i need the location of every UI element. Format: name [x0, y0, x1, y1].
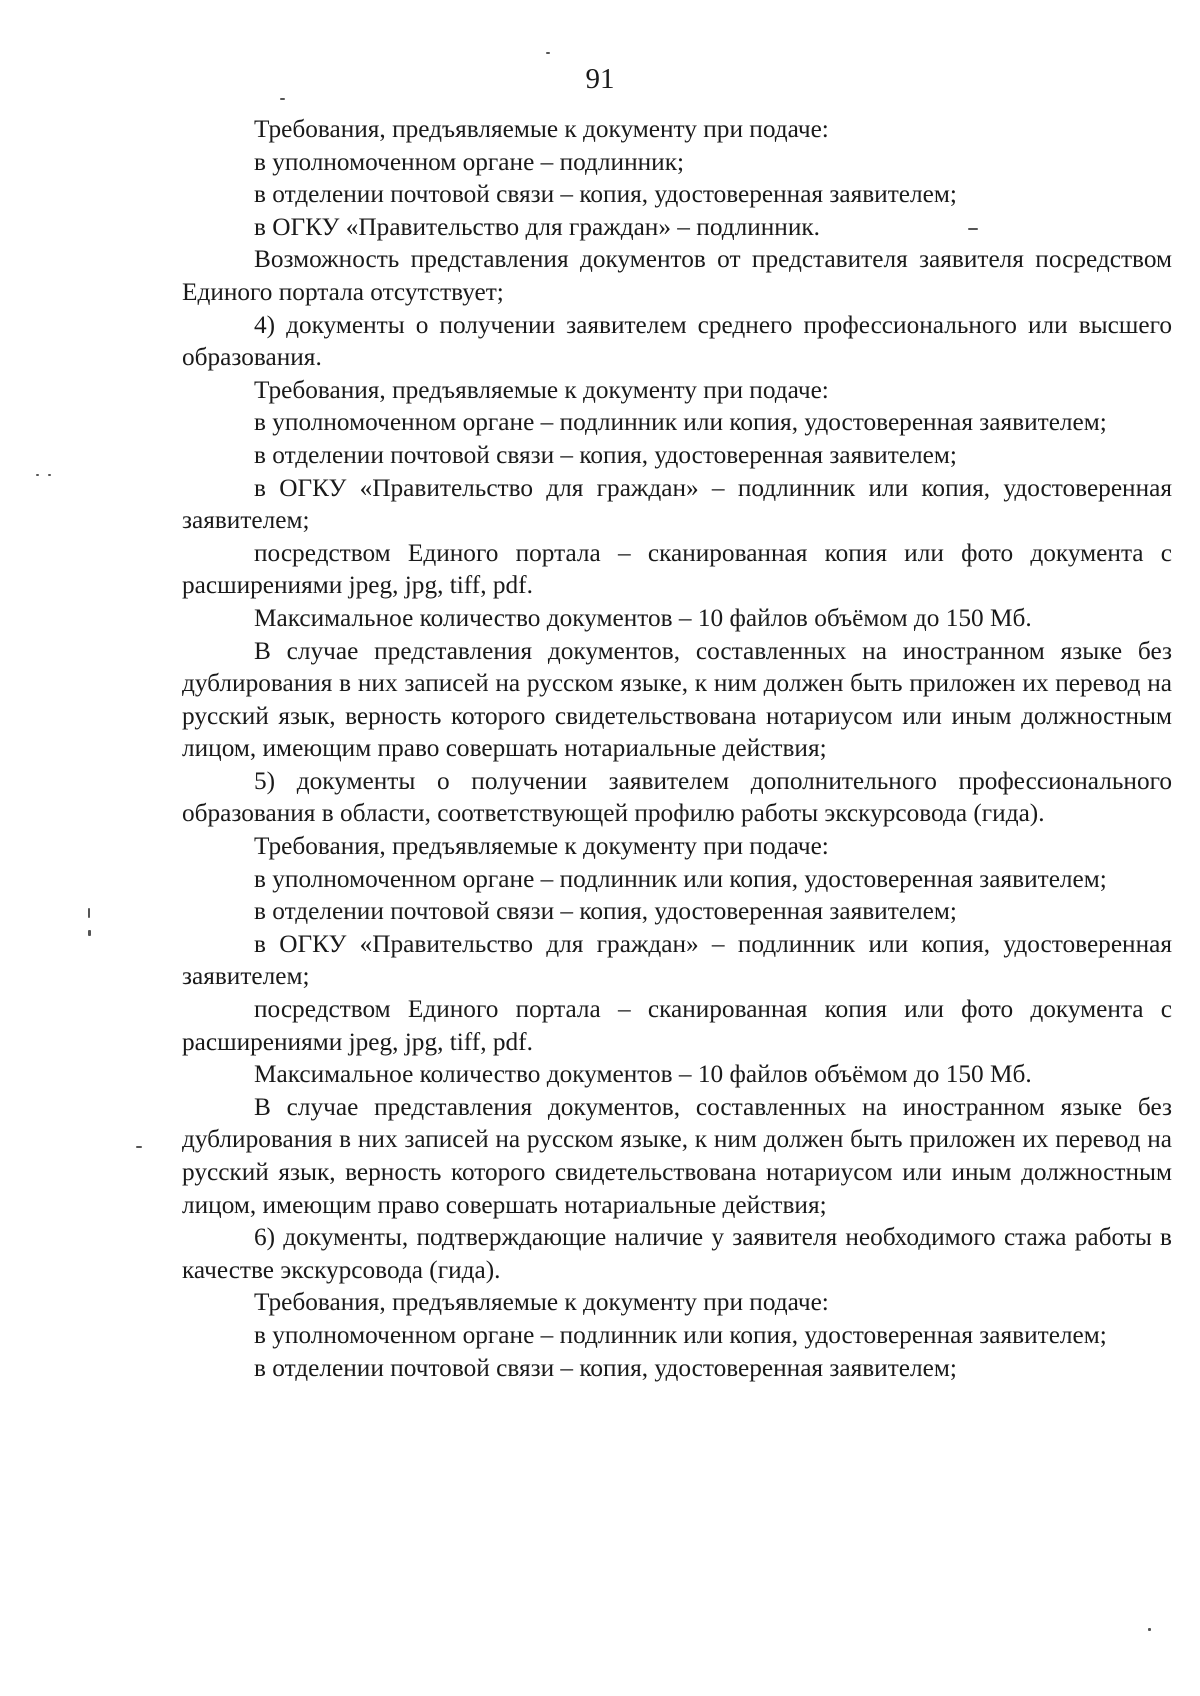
paragraph: Требования, предъявляемые к документу при подаче: — [254, 375, 829, 404]
paragraph: 5) документы о получении заявителем дополнительного профессионального образования в области, соответствующей профилю работы экскурсовода (гида). — [182, 766, 1172, 828]
paragraph: 4) документы о получении заявителем среднего профессионального или высшего образования. — [182, 310, 1172, 372]
scan-speck — [36, 474, 39, 476]
paragraph: Требования, предъявляемые к документу при подаче: — [254, 832, 829, 861]
scan-speck — [280, 98, 285, 100]
paragraph: Возможность представления документов от представителя заявителя посредством Единого портала отсутствует; — [182, 245, 1172, 306]
scan-speck — [88, 930, 91, 936]
paragraph: в отделении почтовой связи – копия, удостоверенная заявителем; — [254, 1353, 957, 1382]
paragraph: В случае представления документов, составленных на иностранном языке без дублирования в них записей на русском языке, к ним должен быть приложен их перевод на русский язык, верность которого свидетельствована нотариусом или иным должностным лицом, имеющим право совершать нотариальные действия; — [182, 636, 1172, 763]
paragraph: Требования, предъявляемые к документу при подаче: — [254, 1288, 829, 1317]
paragraph: посредством Единого портала – сканированная копия или фото документа с расширениями jpeg, jpg, tiff, pdf. — [182, 538, 1172, 600]
paragraph: в ОГКУ «Правительство для граждан» – подлинник или копия, удостоверенная заявителем; — [182, 473, 1172, 535]
scan-speck — [1148, 1628, 1151, 1631]
paragraph: в уполномоченном органе – подлинник или копия, удостоверенная заявителем; — [254, 864, 1107, 893]
paragraph: В случае представления документов, составленных на иностранном языке без дублирования в них записей на русском языке, к ним должен быть приложен их перевод на русский язык, верность которого свидетельствована нотариусом или иным должностным лицом, имеющим право совершать нотариальные действия; — [182, 1092, 1172, 1219]
paragraph: в ОГКУ «Правительство для граждан» – подлинник или копия, удостоверенная заявителем; — [182, 929, 1172, 991]
paragraph: 6) документы, подтверждающие наличие у заявителя необходимого стажа работы в качестве экскурсовода (гида). — [182, 1223, 1172, 1284]
document-body — [182, 113, 1172, 1384]
paragraph: в уполномоченном органе – подлинник; — [254, 147, 685, 176]
paragraph: Максимальное количество документов – 10 файлов объёмом до 150 Мб. — [254, 1060, 1032, 1089]
scan-speck — [968, 228, 978, 230]
paragraph: в уполномоченном органе – подлинник или копия, удостоверенная заявителем; — [254, 1320, 1107, 1349]
paragraph: в отделении почтовой связи – копия, удостоверенная заявителем; — [254, 180, 957, 209]
paragraph: в отделении почтовой связи – копия, удостоверенная заявителем; — [254, 440, 957, 469]
scan-speck — [48, 474, 51, 476]
scan-speck — [136, 1146, 142, 1148]
scan-speck — [546, 52, 550, 54]
paragraph: Максимальное количество документов – 10 файлов объёмом до 150 Мб. — [254, 603, 1032, 632]
paragraph: Требования, предъявляемые к документу при подаче: — [254, 115, 829, 143]
paragraph: в ОГКУ «Правительство для граждан» – подлинник. — [254, 212, 820, 241]
scan-speck — [88, 908, 90, 918]
paragraph: посредством Единого портала – сканированная копия или фото документа с расширениями jpeg, jpg, tiff, pdf. — [182, 995, 1172, 1056]
paragraph: в отделении почтовой связи – копия, удостоверенная заявителем; — [254, 897, 957, 926]
paragraph: в уполномоченном органе – подлинник или копия, удостоверенная заявителем; — [254, 408, 1107, 437]
page-number: 91 — [585, 63, 615, 95]
